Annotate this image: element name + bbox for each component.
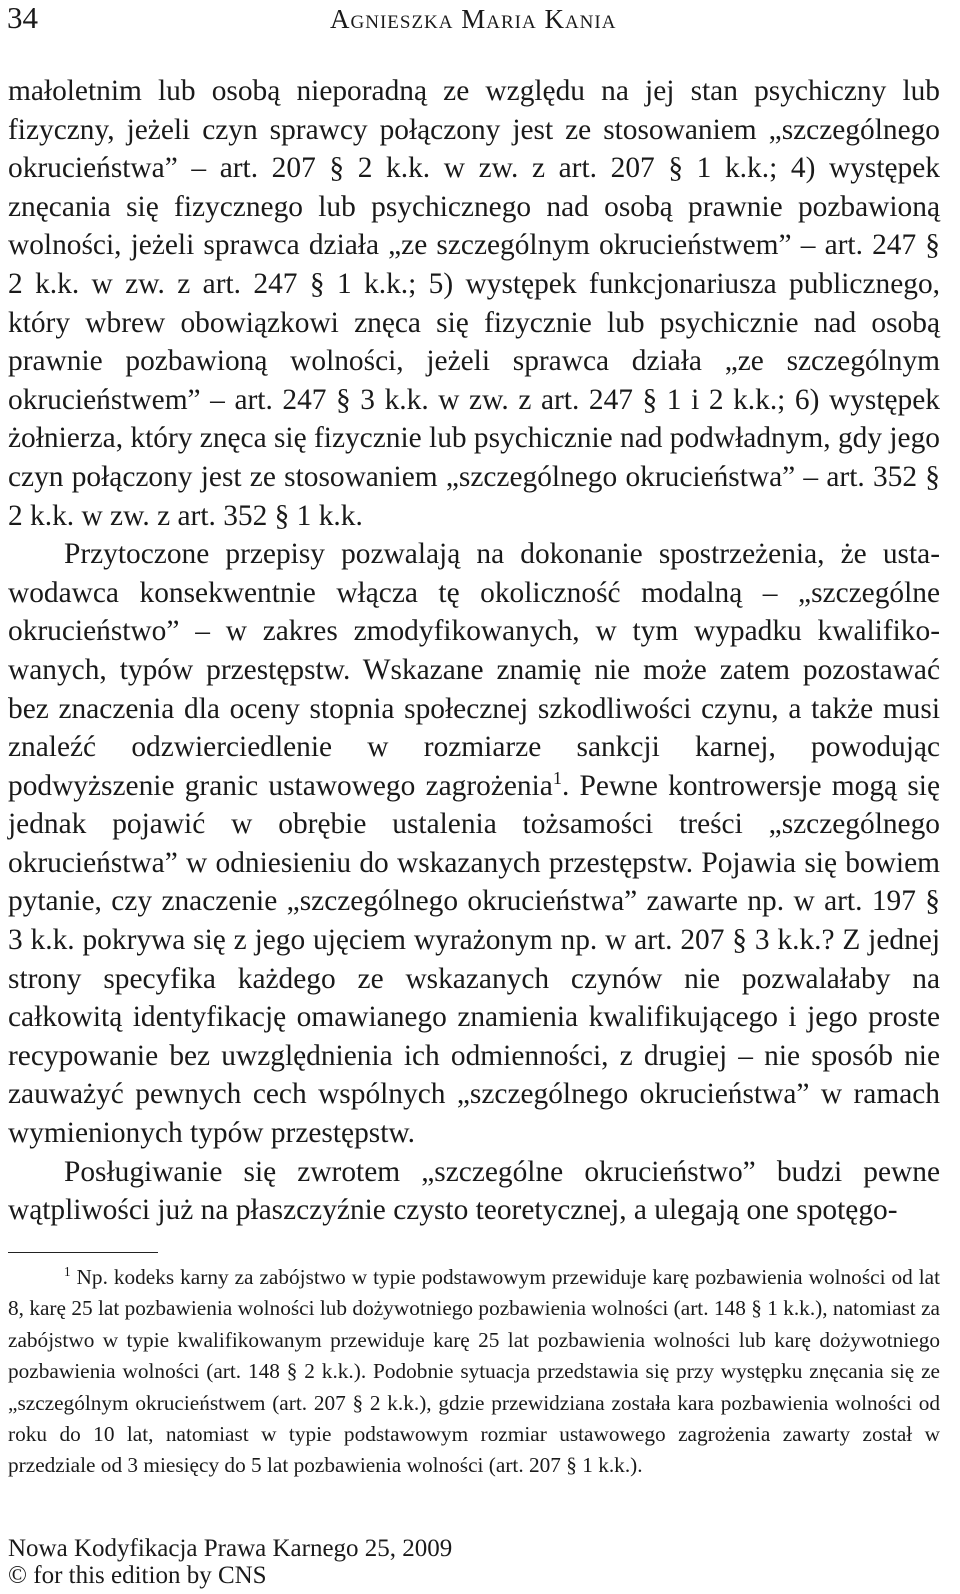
footnotes [8,1262,940,1482]
footnote-reference: 1 [552,767,562,788]
page-number: 34 [7,0,38,35]
paragraph-2 [8,535,940,1153]
main-text [8,72,940,1230]
journal-citation: Nowa Kodyfikacja Prawa Karnego 25, 2009 [8,1535,453,1562]
footnote-separator [8,1252,158,1253]
paragraph-3: Posługiwanie się zwrotem „szczególne okrucieństwo” budzi pewne wątpliwości już na płaszczyźnie czysto teoretycznej, a ulegają one spotęgo- [8,1155,940,1227]
paragraph-2-part-b: . Pewne kontrowersje mogą się jednak pojawić w obrębie ustalenia tożsamości treści „szczególnego okrucieństwa” w odniesieniu do wskazanych przestępstw. Pojawia się bowiem pytanie, czy znaczenie „szczególnego okrucieństwa” zawarte np. w art. 197 § 3 k.k. pokrywa się z jego ujęciem wyrażonym np. w art. 207 § 3 k.k.? Z jednej strony specyfika każdego ze wskazanych czynów nie pozwalałaby na całkowitą identyfikację omawianego znamienia kwalifikującego i jego proste recypowanie bez uwzględnienia ich odmienności, z drugiej – nie sposób nie zauważyć pewnych cech wspólnych „szczególnego okrucieństwa” w ramach wymienionych typów przestępstw. [8,769,940,1150]
footnote-text: Np. kodeks karny za zabójstwo w typie podstawowym przewiduje karę pozbawienia wolności od lat 8, karę 25 lat pozbawienia wolności lub dożywotniego pozbawienia wolności (art. 148 § 1 k.k.), natomiast za zabójstwo w typie kwalifikowanym przewiduje karę 25 lat pozbawienia wolności lub karę dożywotniego pozbawienia wolności (art. 148 § 2 k.k.). Podobnie sytuacja przedstawia się przy występku znęcania się ze „szczególnym okrucieństwem (art. 207 § 2 k.k.), gdzie przewidziana została kara pozbawienia wolności od roku do 10 lat, natomiast w typie podstawowym rozmiar ustawowego zagrożenia zawarty został w przedziale od 3 miesięcy do 5 lat pozbawienia wolności (art. 207 § 1 k.k.). [8,1265,940,1478]
footnote-1 [8,1262,940,1482]
paragraph-2-part-a: Przytoczone przepisy pozwalają na dokonanie spostrzeżenia, że ustawodawca konsekwentnie włącza tę okoliczność modalną – „szczególne okrucieństwo” – w zakres zmodyfikowanych, w tym wypadku kwalifikowanych, typów przestępstw. Wskazane znamię nie może zatem pozostawać bez znaczenia dla oceny stopnia społecznej szkodliwości czynu, a także musi znaleźć odzwierciedlenie w rozmiarze sankcji karnej, powodując podwyższenie granic ustawowego zagrożenia [8,538,940,802]
copyright-notice: © for this edition by CNS [8,1562,267,1589]
running-head: Agnieszka Maria Kania [330,4,617,34]
footnote-number: 1 [64,1263,71,1279]
paragraph-1: małoletnim lub osobą nieporadną ze względu na jej stan psychiczny lub fizyczny, jeżeli czyn sprawcy połączony jest ze stosowaniem „szczególnego okrucieństwa” – art. 207 § 2 k.k. w zw. z art. 207 § 1 k.k.; 4) występek znęcania się fizycznego lub psychicznego nad osobą prawnie pozbawioną wolności, jeżeli sprawca działa „ze szczególnym okrucieństwem” – art. 247 § 2 k.k. w zw. z art. 247 § 1 k.k.; 5) występek funkcjonariusza publicznego, który wbrew obowiązkowi znęca się fizycznie lub psychicznie nad osobą prawnie pozbawioną wolności, jeżeli sprawca działa „ze szczególnym okrucieństwem” – art. 247 § 3 k.k. w zw. z art. 247 § 1 i 2 k.k.; 6) występek żołnierza, który znęca się fizycznie lub psychicznie nad podwładnym, gdy jego czyn połączony jest ze stosowaniem „szczególnego okrucieństwa” – art. 352 § 2 k.k. w zw. z art. 352 § 1 k.k. [8,75,940,532]
